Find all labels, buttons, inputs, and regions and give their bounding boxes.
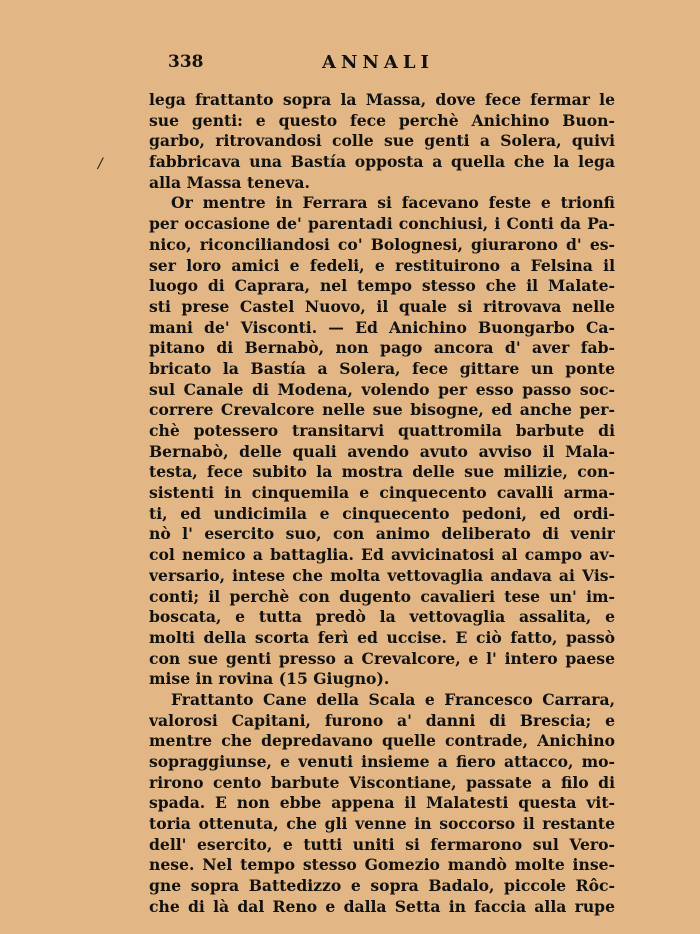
text-line: per occasione de' parentadi conchiusi, i Conti da Pa- bbox=[149, 214, 615, 234]
text-line: Or mentre in Ferrara si facevano feste e trionfi bbox=[171, 193, 615, 213]
text-line: alla Massa teneva. bbox=[149, 172, 310, 192]
text-line: con sue genti presso a Crevalcore, e l' intero paese bbox=[149, 648, 615, 668]
text-line: che di là dal Reno e dalla Setta in faccia alla rupe bbox=[149, 896, 615, 916]
text-line: valorosi Capitani, furono a' danni di Brescia; e bbox=[149, 710, 615, 730]
text-line: lega frattanto sopra la Massa, dove fece fermar le bbox=[149, 90, 615, 109]
text-line: versario, intese che molta vettovaglia andava ai Vis- bbox=[149, 565, 615, 585]
body-text bbox=[149, 90, 615, 918]
text-line: mentre che depredavano quelle contrade, Anichino bbox=[149, 731, 615, 751]
text-line: mani de' Visconti. — Ed Anichino Buongarbo Ca- bbox=[149, 317, 615, 337]
text-line: luogo di Caprara, nel tempo stesso che il Malate- bbox=[149, 276, 615, 296]
text-line: fabbricava una Bastía opposta a quella che la lega bbox=[149, 152, 615, 172]
text-line: conti; il perchè con dugento cavalieri tese un' im- bbox=[149, 586, 615, 606]
text-line: correre Crevalcore nelle sue bisogne, ed anche per- bbox=[149, 400, 615, 420]
page-number: 338 bbox=[168, 52, 204, 72]
text-line: nese. Nel tempo stesso Gomezio mandò molte inse- bbox=[149, 855, 615, 875]
text-line: dell' esercito, e tutti uniti si fermarono sul Vero- bbox=[149, 834, 615, 854]
text-line: sul Canale di Modena, volendo per esso passo soc- bbox=[149, 379, 615, 399]
text-line: spada. E non ebbe appena il Malatesti questa vit- bbox=[149, 793, 615, 813]
text-line: boscata, e tutta predò la vettovaglia assalita, e bbox=[149, 607, 615, 627]
header-title: ANNALI bbox=[322, 52, 434, 73]
text-line: nico, riconciliandosi co' Bolognesi, giurarono d' es- bbox=[149, 234, 615, 254]
text-line: Frattanto Cane della Scala e Francesco Carrara, bbox=[171, 689, 615, 709]
text-line: molti della scorta ferì ed uccise. E ciò fatto, passò bbox=[149, 627, 615, 647]
text-line: chè potessero transitarvi quattromila barbute di bbox=[149, 421, 615, 440]
running-head bbox=[0, 52, 700, 78]
text-line: mise in rovina (15 Giugno). bbox=[149, 669, 390, 689]
text-line: bricato la Bastía a Solera, fece gittare un ponte bbox=[149, 358, 615, 378]
text-line: rirono cento barbute Viscontiane, passate a filo di bbox=[149, 772, 615, 792]
text-line: toria ottenuta, che gli venne in soccorso il restante bbox=[149, 814, 615, 834]
text-line: garbo, ritrovandosi colle sue genti a Solera, quivi bbox=[149, 131, 615, 151]
text-line: col nemico a battaglia. Ed avvicinatosi al campo av- bbox=[149, 545, 615, 565]
text-line: nò l' esercito suo, con animo deliberato di venir bbox=[149, 524, 615, 544]
text-line: pitano di Bernabò, non pago ancora d' aver fab- bbox=[149, 338, 615, 358]
text-line: ti, ed undicimila e cinquecento pedoni, ed ordi- bbox=[149, 503, 615, 523]
text-line: testa, fece subito la mostra delle sue milizie, con- bbox=[149, 462, 615, 482]
text-line: sue genti: e questo fece perchè Anichino Buon- bbox=[149, 110, 615, 130]
text-line: sistenti in cinquemila e cinquecento cavalli arma- bbox=[149, 483, 615, 503]
margin-mark: / bbox=[98, 156, 103, 172]
text-line: Bernabò, delle quali avendo avuto avviso il Mala- bbox=[149, 441, 615, 461]
text-line: sti prese Castel Nuovo, il quale si ritrovava nelle bbox=[149, 296, 615, 316]
text-line: gne sopra Battedizzo e sopra Badalo, piccole Rôc- bbox=[149, 876, 615, 896]
text-line: ser loro amici e fedeli, e restituirono a Felsina il bbox=[149, 255, 615, 275]
text-line: sopraggiunse, e venuti insieme a fiero attacco, mo- bbox=[149, 752, 615, 771]
